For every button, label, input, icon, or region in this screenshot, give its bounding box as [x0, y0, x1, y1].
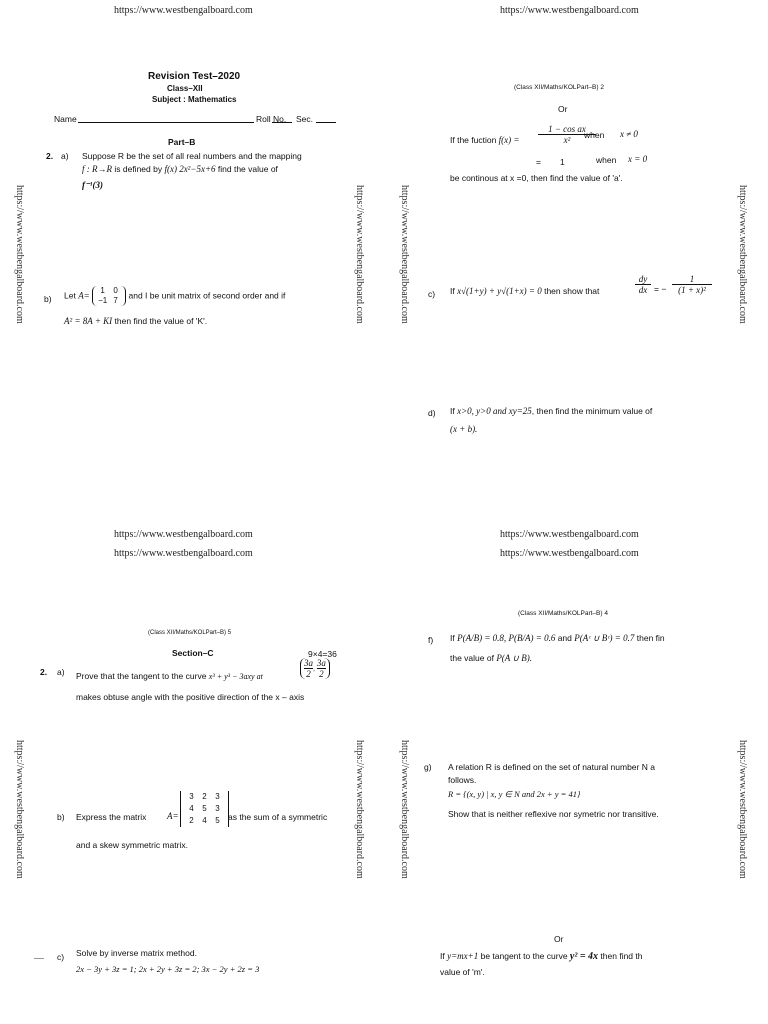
- qc-deriv: [635, 274, 651, 295]
- watermark-left: https://www.westbengalboard.com: [14, 185, 25, 324]
- qa-curve: x³ + y³ − 3axy at: [208, 672, 263, 681]
- q-num: 1 − cos ax: [538, 124, 596, 135]
- q2a-line2: [82, 164, 278, 174]
- qc-dx: dx: [638, 285, 648, 295]
- page-header: (Class XII/Maths/KOLPart–B) 5: [148, 630, 232, 636]
- qf-line2-expr: P(A ∪ B).: [496, 653, 532, 663]
- exam-title: Revision Test–2020: [148, 71, 241, 82]
- qg-line1: A relation R is defined on the set of natural number N a: [448, 762, 655, 772]
- qg-label: g): [424, 762, 432, 772]
- qb-label: b): [57, 812, 65, 822]
- qf-pre: If: [450, 633, 458, 643]
- qc-dy: dy: [635, 274, 651, 285]
- qa-line1: [76, 671, 263, 681]
- q-when1: when: [584, 130, 605, 140]
- q-val2: 1: [560, 157, 565, 167]
- watermark-top-1: https://www.westbengalboard.com: [114, 529, 253, 540]
- watermark-right: https://www.westbengalboard.com: [737, 185, 748, 324]
- watermark-left: https://www.westbengalboard.com: [399, 185, 410, 324]
- watermark-top-2: https://www.westbengalboard.com: [114, 548, 253, 559]
- qb-r2c1: 4: [189, 804, 194, 813]
- qa-p1n: 3a: [304, 658, 313, 668]
- q2b-m12: 0: [113, 286, 118, 295]
- qf-line2-pre: the value of: [450, 653, 497, 663]
- page-header: (Class XII/Maths/KOLPart–B) 4: [518, 610, 608, 617]
- q-fuction: [450, 135, 519, 145]
- qc-line2: 2x − 3y + 3z = 1; 2x + 2y + 3z = 2; 3x − 2y + 2z = 3: [76, 964, 260, 974]
- qc-n: 1: [672, 274, 712, 285]
- q-if: If the fuction: [450, 135, 499, 145]
- watermark-top: https://www.westbengalboard.com: [500, 5, 639, 16]
- qb-r3c1: 2: [189, 816, 194, 825]
- qh-post: then find th: [598, 951, 643, 961]
- qc-pre: If: [450, 286, 458, 296]
- q2b-A: A=: [78, 290, 90, 301]
- q2-num: 2.: [40, 667, 48, 677]
- roll-label: Roll No.: [256, 114, 287, 124]
- page-1: [0, 0, 384, 512]
- qg-line4: Show that is neither reflexive nor symetric nor transitive.: [448, 809, 659, 819]
- watermark-right: https://www.westbengalboard.com: [354, 740, 365, 879]
- watermark-left: https://www.westbengalboard.com: [399, 740, 410, 879]
- q2a-label: a): [61, 151, 69, 161]
- qa-line2: makes obtuse angle with the positive direction of the x – axis: [76, 692, 305, 702]
- name-line: [78, 122, 254, 123]
- qc-line: [450, 286, 599, 296]
- qf-line1: [450, 633, 665, 644]
- qd-line2: (x + b).: [450, 424, 478, 434]
- qc-rhs: [672, 274, 712, 295]
- q-when2: when: [596, 155, 617, 165]
- qa-label: a): [57, 667, 65, 677]
- qc-mid: then show that: [541, 286, 600, 296]
- qh-curve: y² = 4x: [569, 951, 599, 962]
- q2b-line1: [64, 286, 285, 306]
- section-title: Section–C: [172, 648, 214, 658]
- class-line: Class–XII: [167, 84, 203, 93]
- sec-label: Sec.: [296, 114, 314, 124]
- qg-line2: follows.: [448, 775, 477, 785]
- qc-label: c): [57, 952, 65, 962]
- page-header: (Class XII/Maths/KOLPart–B) 2: [514, 84, 604, 91]
- qc-eq2: = −: [654, 284, 667, 294]
- name-label: Name: [54, 114, 77, 124]
- page-3: [0, 512, 384, 1024]
- qc-line1: Solve by inverse matrix method.: [76, 948, 197, 958]
- q2b-m21: −1: [98, 296, 108, 305]
- q2b-post: and I be unit matrix of second order and if: [128, 290, 286, 301]
- qb-r1c2: 2: [202, 792, 207, 801]
- q2a-post: find the value of: [215, 164, 278, 174]
- qa-p1d: 2: [306, 669, 311, 679]
- qc-eq: x√(1+y) + y√(1+x) = 0: [457, 286, 542, 296]
- qg-line3: R = {(x, y) | x, y ∈ N and 2x + y = 41}: [448, 789, 581, 799]
- q2b-line2: [64, 316, 207, 326]
- or-label: Or: [558, 104, 568, 114]
- qc-d: (1 + x)²: [678, 285, 706, 295]
- q2b-eq: A² = 8A + KI: [64, 316, 113, 326]
- q2a-mid: is defined by: [112, 164, 165, 174]
- qf-line2: [450, 653, 532, 664]
- qb-r1c1: 3: [189, 792, 194, 801]
- qb-pre: Express the matrix: [76, 812, 147, 822]
- qa-p2d: 2: [319, 669, 324, 679]
- qb-r3c2: 4: [202, 816, 207, 825]
- qd-line1: [450, 406, 652, 416]
- qb-r3c3: 5: [215, 816, 220, 825]
- qf-and: and: [555, 633, 575, 643]
- page-4: [384, 512, 768, 1024]
- section-marks: 9×4=36: [308, 649, 337, 659]
- qd-post: , then find the minimum value of: [531, 406, 653, 416]
- watermark-top: https://www.westbengalboard.com: [114, 5, 253, 16]
- page-2: [384, 0, 768, 512]
- watermark-left: https://www.westbengalboard.com: [14, 740, 25, 879]
- watermark-right: https://www.westbengalboard.com: [737, 740, 748, 879]
- q2a-line1: Suppose R be the set of all real numbers and the mapping: [82, 151, 302, 161]
- sec-line: [316, 122, 336, 123]
- q-fx: f(x) =: [498, 135, 520, 145]
- or-label: Or: [554, 934, 564, 944]
- q2b-m11: 1: [100, 286, 105, 295]
- qh-mid: be tangent to the curve: [478, 951, 570, 961]
- q-den: x²: [563, 135, 571, 145]
- q2-num: 2.: [46, 151, 54, 161]
- q-eq2: =: [536, 157, 541, 167]
- qc-dash: [34, 958, 44, 959]
- q2b-label: b): [44, 294, 52, 304]
- qd-label: d): [428, 408, 436, 418]
- qb-r2c2: 5: [202, 804, 207, 813]
- qb-line2: and a skew symmetric matrix.: [76, 840, 188, 850]
- qc-label: c): [428, 289, 436, 299]
- q2b-pre: Let: [64, 290, 79, 301]
- q2a-line3: f⁻¹(3): [82, 180, 103, 190]
- roll-line: [272, 122, 292, 123]
- q2b-m22: 7: [113, 296, 118, 305]
- qf-p3: P(Aᶜ ∪ Bᶜ) = 0.7: [574, 633, 635, 643]
- watermark-top-2: https://www.westbengalboard.com: [500, 548, 639, 559]
- qh-eq: y=mx+1: [447, 951, 479, 961]
- watermark-right: https://www.westbengalboard.com: [354, 185, 365, 324]
- q2a-fx: f(x) 2x²−5x+6: [164, 164, 216, 174]
- qa-point: $\frac{3a}{2}$ , $\frac{3a}{2}$: [300, 658, 330, 679]
- qa-p2n: 3a: [316, 658, 326, 668]
- qa-text: Prove that the tangent to the curve: [76, 671, 209, 681]
- q2b-matrix: [92, 286, 126, 306]
- subject-line: Subject : Mathematics: [152, 95, 237, 104]
- qd-cond: x>0, y>0 and xy=25: [457, 406, 532, 416]
- q-cond2: x = 0: [628, 154, 648, 164]
- qb-matrix: [180, 791, 229, 827]
- q2a-map: f : R→R: [82, 164, 112, 174]
- qf-label: f): [428, 635, 434, 645]
- qf-p1: P(A/B) = 0.8,: [457, 633, 507, 643]
- qh-line1: [440, 951, 642, 962]
- q-line3: be continous at x =0, then find the value of 'a'.: [450, 173, 623, 183]
- q-cond1: x ≠ 0: [620, 129, 638, 139]
- qb-A: A=: [167, 811, 179, 821]
- qb-post: as the sum of a symmetric: [228, 812, 328, 822]
- qb-r2c3: 3: [215, 804, 220, 813]
- qh-pre: If: [440, 951, 448, 961]
- qb-r1c3: 3: [215, 792, 220, 801]
- watermark-top-1: https://www.westbengalboard.com: [500, 529, 639, 540]
- qd-pre: If: [450, 406, 458, 416]
- qf-post: then fin: [634, 633, 665, 643]
- qf-p2: P(B/A) = 0.6: [508, 633, 556, 643]
- q2b-line2-post: then find the value of 'K'.: [112, 316, 208, 326]
- qh-line2: value of 'm'.: [440, 967, 485, 977]
- part-label: Part–B: [168, 137, 196, 147]
